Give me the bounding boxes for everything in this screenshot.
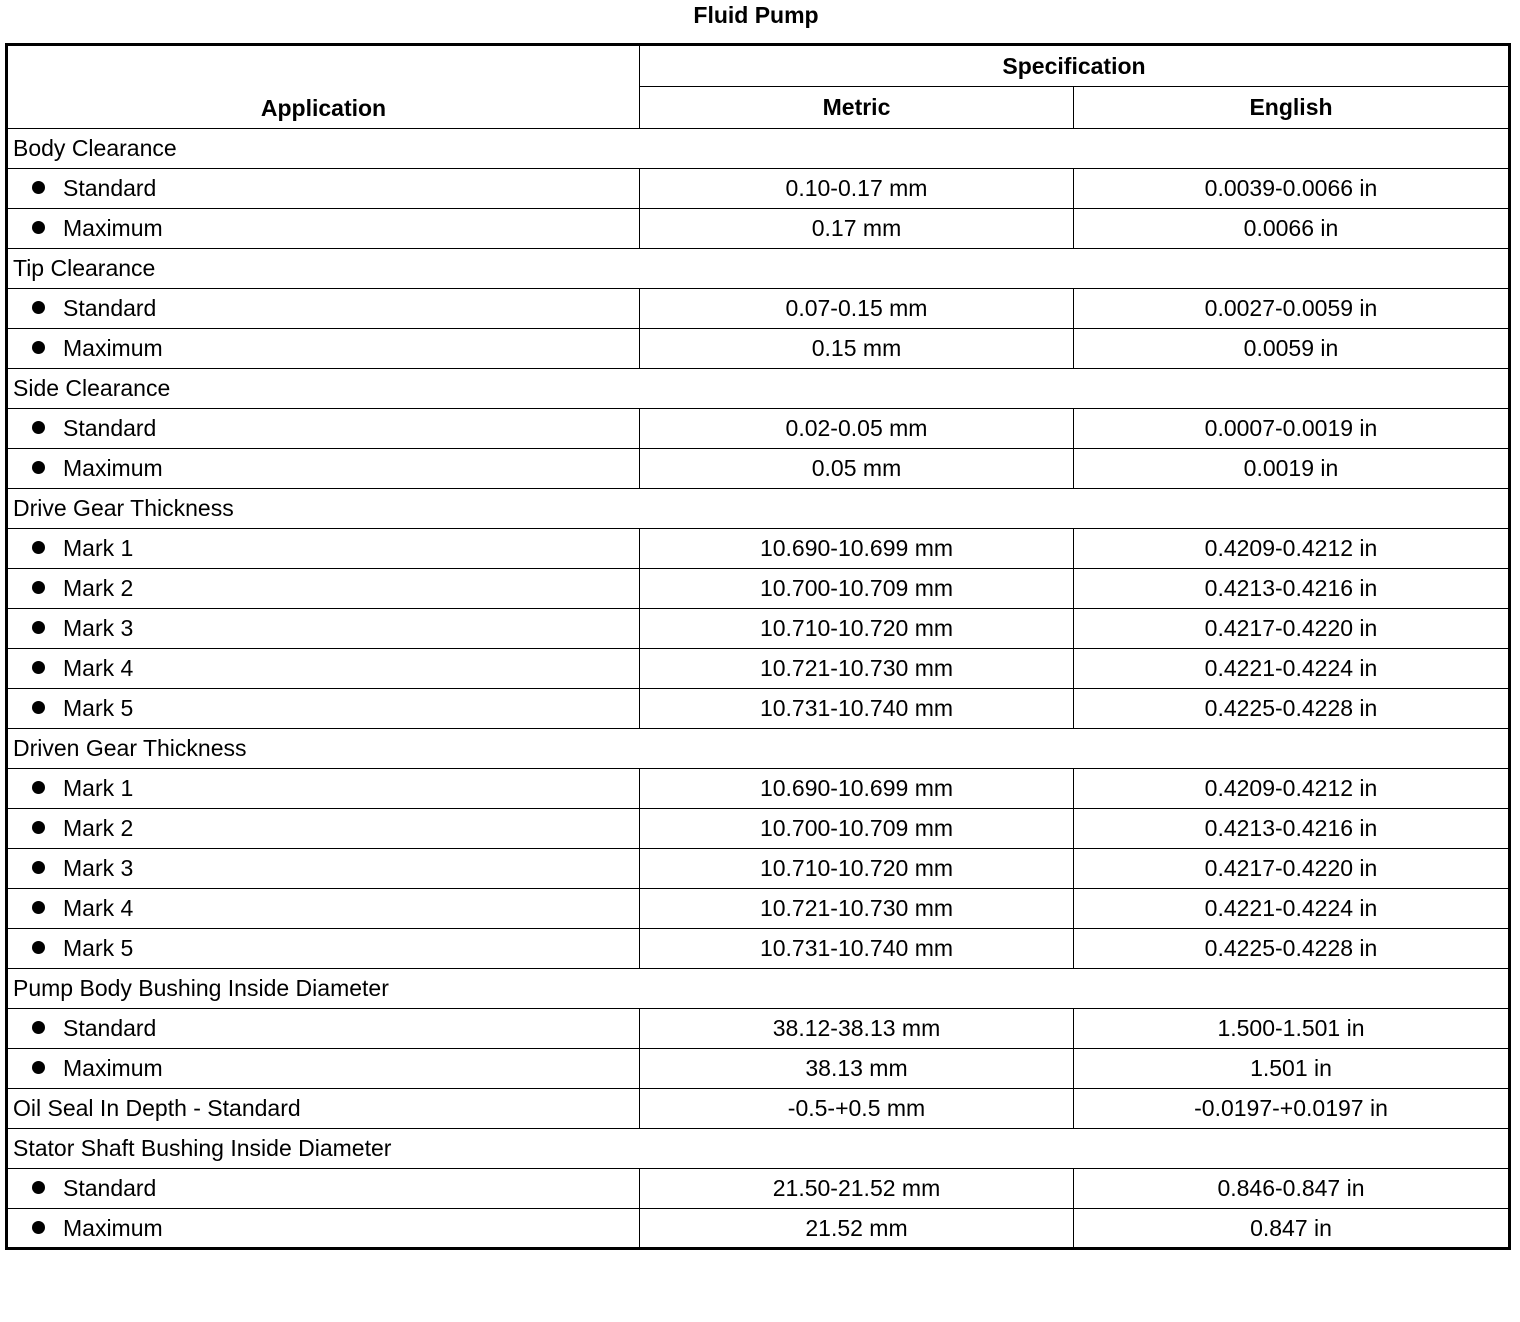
- english-value: 0.847 in: [1074, 1209, 1510, 1249]
- english-value: 1.501 in: [1074, 1049, 1510, 1089]
- group-row: [7, 369, 1510, 409]
- table-row: [7, 1209, 1510, 1249]
- metric-value: 0.07-0.15 mm: [640, 289, 1074, 329]
- group-row: [7, 249, 1510, 289]
- table-row: [7, 689, 1510, 729]
- single-spec-row: [7, 1089, 1510, 1129]
- item-label: Maximum: [63, 215, 163, 241]
- english-value: -0.0197-+0.0197 in: [1074, 1089, 1510, 1129]
- english-value: 0.0039-0.0066 in: [1074, 169, 1510, 209]
- bullet-icon: [32, 821, 45, 834]
- table-row: [7, 649, 1510, 689]
- english-value: 0.0007-0.0019 in: [1074, 409, 1510, 449]
- english-value: 0.846-0.847 in: [1074, 1169, 1510, 1209]
- item-label-cell: [7, 649, 640, 689]
- item-label-cell: [7, 1009, 640, 1049]
- item-label-cell: [7, 1169, 640, 1209]
- english-value: 0.4217-0.4220 in: [1074, 609, 1510, 649]
- bullet-icon: [32, 301, 45, 314]
- group-row: [7, 969, 1510, 1009]
- metric-value: 10.710-10.720 mm: [640, 609, 1074, 649]
- english-value: 0.0059 in: [1074, 329, 1510, 369]
- group-label: Stator Shaft Bushing Inside Diameter: [7, 1129, 1510, 1169]
- english-value: 0.0027-0.0059 in: [1074, 289, 1510, 329]
- metric-value: 21.50-21.52 mm: [640, 1169, 1074, 1209]
- item-label: Maximum: [63, 335, 163, 361]
- item-label-cell: [7, 409, 640, 449]
- group-label: Driven Gear Thickness: [7, 729, 1510, 769]
- english-value: 0.4221-0.4224 in: [1074, 889, 1510, 929]
- item-label: Mark 4: [63, 895, 134, 921]
- table-body: [7, 129, 1510, 1249]
- item-label-cell: [7, 329, 640, 369]
- item-label-cell: [7, 209, 640, 249]
- metric-value: 0.05 mm: [640, 449, 1074, 489]
- item-label: Standard: [63, 415, 157, 441]
- bullet-icon: [32, 1061, 45, 1074]
- item-label: Maximum: [63, 1214, 163, 1241]
- item-label-cell: [7, 449, 640, 489]
- table-header: [7, 45, 1510, 129]
- item-label-cell: [7, 289, 640, 329]
- table-row: [7, 809, 1510, 849]
- metric-value: 38.12-38.13 mm: [640, 1009, 1074, 1049]
- item-label-cell: [7, 1209, 640, 1249]
- metric-value: 10.700-10.709 mm: [640, 569, 1074, 609]
- group-row: [7, 1129, 1510, 1169]
- table-row: [7, 1169, 1510, 1209]
- metric-value: -0.5-+0.5 mm: [640, 1089, 1074, 1129]
- bullet-icon: [32, 181, 45, 194]
- item-label: Mark 4: [63, 655, 134, 681]
- metric-value: 10.700-10.709 mm: [640, 809, 1074, 849]
- table-row: [7, 849, 1510, 889]
- metric-column-header: Metric: [640, 87, 1074, 129]
- metric-value: 0.17 mm: [640, 209, 1074, 249]
- english-value: 0.0066 in: [1074, 209, 1510, 249]
- item-label: Mark 2: [63, 575, 134, 601]
- item-label-cell: [7, 169, 640, 209]
- bullet-icon: [32, 701, 45, 714]
- english-column-header: English: [1074, 87, 1510, 129]
- metric-value: 10.731-10.740 mm: [640, 689, 1074, 729]
- english-value: 0.4225-0.4228 in: [1074, 689, 1510, 729]
- item-label: Mark 3: [63, 615, 134, 641]
- bullet-icon: [32, 581, 45, 594]
- table-row: [7, 609, 1510, 649]
- bullet-icon: [32, 941, 45, 954]
- item-label-cell: [7, 1049, 640, 1089]
- bullet-icon: [32, 621, 45, 634]
- metric-value: 38.13 mm: [640, 1049, 1074, 1089]
- application-column-header: Application: [7, 45, 640, 129]
- table-row: [7, 169, 1510, 209]
- bullet-icon: [32, 541, 45, 554]
- bullet-icon: [32, 1221, 45, 1234]
- bullet-icon: [32, 1021, 45, 1034]
- group-label: Tip Clearance: [7, 249, 1510, 289]
- english-value: 0.0019 in: [1074, 449, 1510, 489]
- bullet-icon: [32, 341, 45, 354]
- item-label: Maximum: [63, 1055, 163, 1081]
- item-label: Standard: [63, 295, 157, 321]
- item-label: Mark 5: [63, 695, 134, 721]
- group-row: [7, 489, 1510, 529]
- metric-value: 10.721-10.730 mm: [640, 649, 1074, 689]
- item-label-cell: [7, 529, 640, 569]
- item-label-cell: [7, 609, 640, 649]
- group-label: Side Clearance: [7, 369, 1510, 409]
- item-label: Mark 5: [63, 935, 134, 961]
- metric-value: 21.52 mm: [640, 1209, 1074, 1249]
- bullet-icon: [32, 1181, 45, 1194]
- item-label: Mark 1: [63, 775, 134, 801]
- metric-value: 10.690-10.699 mm: [640, 769, 1074, 809]
- english-value: 0.4209-0.4212 in: [1074, 529, 1510, 569]
- item-label: Standard: [63, 175, 157, 201]
- table-row: [7, 769, 1510, 809]
- item-label: Mark 2: [63, 815, 134, 841]
- group-label: Pump Body Bushing Inside Diameter: [7, 969, 1510, 1009]
- bullet-icon: [32, 781, 45, 794]
- group-row: [7, 729, 1510, 769]
- item-label-cell: [7, 809, 640, 849]
- bullet-icon: [32, 421, 45, 434]
- item-label: Standard: [63, 1015, 157, 1041]
- english-value: 0.4209-0.4212 in: [1074, 769, 1510, 809]
- english-value: 0.4221-0.4224 in: [1074, 649, 1510, 689]
- metric-value: 10.710-10.720 mm: [640, 849, 1074, 889]
- table-row: [7, 529, 1510, 569]
- metric-value: 0.02-0.05 mm: [640, 409, 1074, 449]
- table-row: [7, 1049, 1510, 1089]
- metric-value: 10.690-10.699 mm: [640, 529, 1074, 569]
- bullet-icon: [32, 661, 45, 674]
- table-row: [7, 1009, 1510, 1049]
- bullet-icon: [32, 901, 45, 914]
- item-label: Mark 3: [63, 855, 134, 881]
- single-spec-label: Oil Seal In Depth - Standard: [7, 1089, 640, 1129]
- table-row: [7, 449, 1510, 489]
- table-row: [7, 289, 1510, 329]
- table-row: [7, 409, 1510, 449]
- metric-value: 10.731-10.740 mm: [640, 929, 1074, 969]
- header-row-top: [7, 45, 1510, 87]
- item-label-cell: [7, 929, 640, 969]
- specification-table: [5, 43, 1511, 1250]
- english-value: 0.4213-0.4216 in: [1074, 809, 1510, 849]
- item-label-cell: [7, 689, 640, 729]
- page-title: Fluid Pump: [693, 2, 819, 28]
- specification-column-header: Specification: [640, 45, 1510, 87]
- bullet-icon: [32, 461, 45, 474]
- item-label: Standard: [63, 1175, 157, 1201]
- table-row: [7, 569, 1510, 609]
- table-row: [7, 209, 1510, 249]
- group-label: Body Clearance: [7, 129, 1510, 169]
- english-value: 0.4217-0.4220 in: [1074, 849, 1510, 889]
- metric-value: 0.10-0.17 mm: [640, 169, 1074, 209]
- table-row: [7, 329, 1510, 369]
- group-label: Drive Gear Thickness: [7, 489, 1510, 529]
- group-row: [7, 129, 1510, 169]
- bullet-icon: [32, 221, 45, 234]
- metric-value: 0.15 mm: [640, 329, 1074, 369]
- metric-value: 10.721-10.730 mm: [640, 889, 1074, 929]
- item-label-cell: [7, 889, 640, 929]
- item-label: Maximum: [63, 455, 163, 481]
- table-row: [7, 889, 1510, 929]
- item-label-cell: [7, 569, 640, 609]
- item-label-cell: [7, 769, 640, 809]
- item-label: Mark 1: [63, 535, 134, 561]
- bullet-icon: [32, 861, 45, 874]
- english-value: 0.4213-0.4216 in: [1074, 569, 1510, 609]
- table-row: [7, 929, 1510, 969]
- item-label-cell: [7, 849, 640, 889]
- english-value: 0.4225-0.4228 in: [1074, 929, 1510, 969]
- english-value: 1.500-1.501 in: [1074, 1009, 1510, 1049]
